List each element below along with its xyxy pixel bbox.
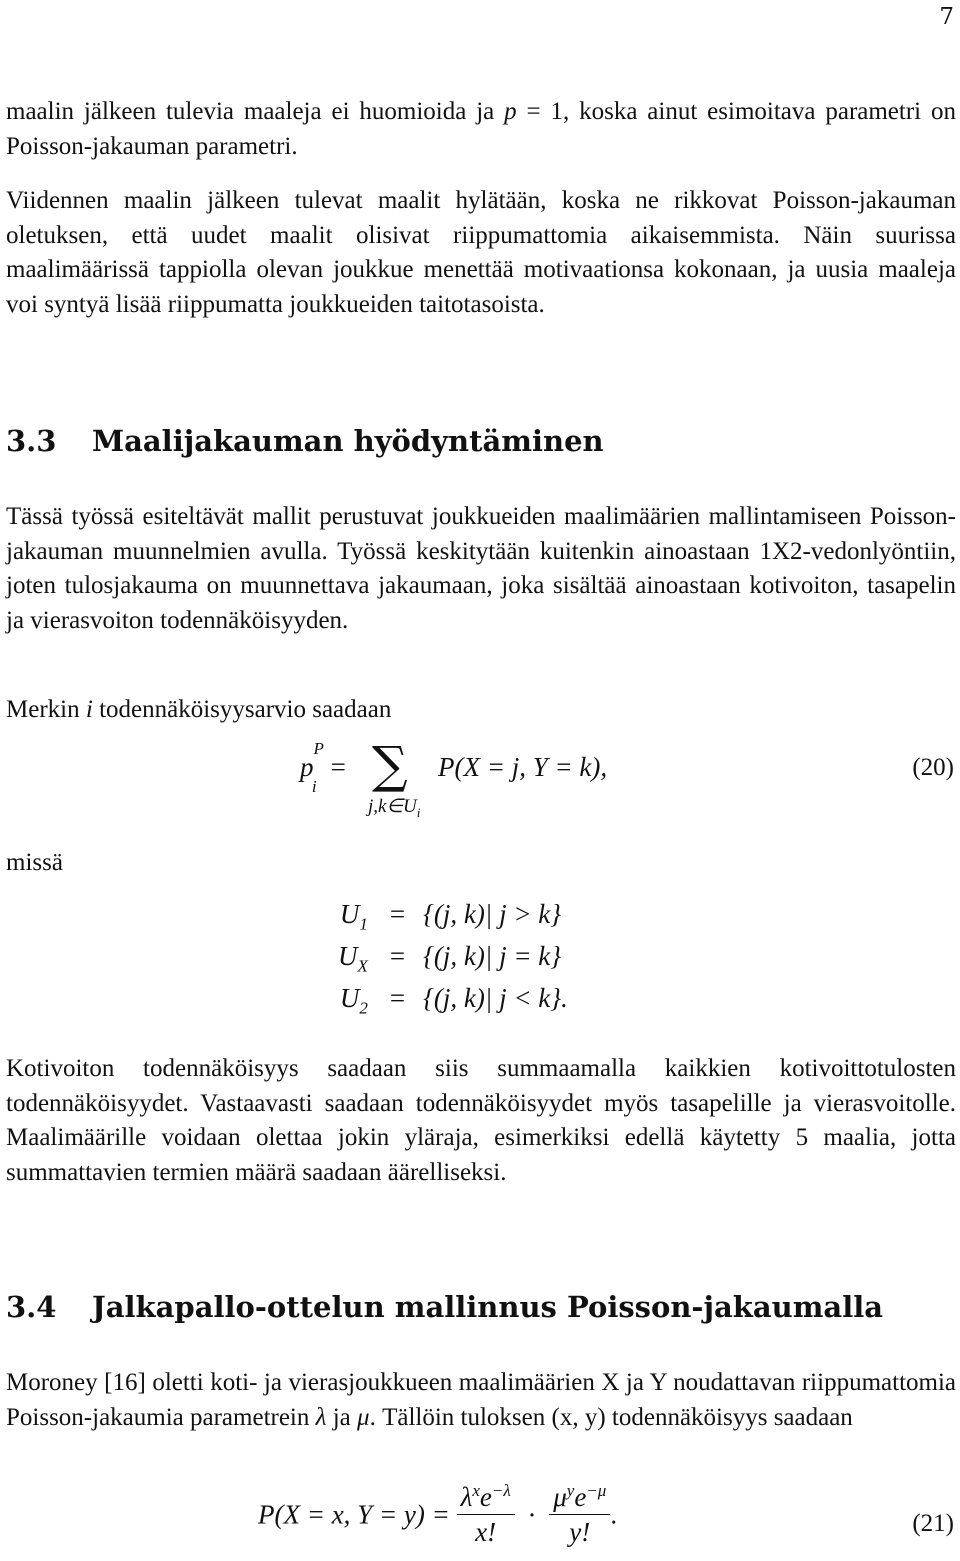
sum-symbol: ∑ bbox=[372, 736, 408, 794]
set-rhs: {(j, k)| j > k} bbox=[423, 898, 562, 929]
set-lhs bbox=[338, 977, 390, 1019]
section-title: Maalijakauman hyödyntäminen bbox=[92, 424, 604, 458]
eq20-p: p bbox=[300, 752, 314, 782]
eq21-e1-sup: −λ bbox=[491, 1481, 511, 1500]
paragraph-intro-text: maalin jälkeen tulevia maaleja ei huomioida ja bbox=[6, 98, 505, 125]
paragraph-moroney-a: Moroney [16] oletti koti- ja vierasjoukkueen maalimäärien X ja Y noudattavan riippumattomia Poisson-jakaumia parametrein bbox=[6, 1369, 956, 1431]
eq21-mu-sup: y bbox=[566, 1481, 575, 1500]
set-row bbox=[338, 977, 568, 1019]
set-relation: = bbox=[389, 940, 406, 971]
section-number: 3.3 bbox=[6, 424, 57, 458]
eq21-e1: e bbox=[479, 1482, 492, 1512]
math-lambda: λ bbox=[315, 1403, 327, 1431]
eq21-e2-sup: −μ bbox=[586, 1481, 607, 1500]
equation-number-21: (21) bbox=[912, 1510, 954, 1537]
math-p: p bbox=[504, 98, 517, 125]
sum-subscript bbox=[368, 795, 420, 818]
paragraph-moroney-b: . Tällöin tuloksen (x, y) todennäköisyys saadaan bbox=[369, 1403, 853, 1431]
set-lhs bbox=[338, 893, 390, 935]
section-heading-3-3 bbox=[6, 424, 604, 458]
eq21-frac1-numerator bbox=[457, 1482, 515, 1515]
paragraph-sign-estimate bbox=[6, 693, 956, 728]
set-definitions bbox=[338, 893, 568, 1019]
eq20-rhs bbox=[438, 752, 607, 782]
eq21-lhs: P(X = x, Y = y) = bbox=[258, 1499, 450, 1530]
math-mu: μ bbox=[357, 1403, 370, 1431]
sum-sub-text: j,k∈U bbox=[368, 796, 417, 817]
set-subscript: 2 bbox=[359, 997, 368, 1017]
section-heading-3-4 bbox=[6, 1290, 883, 1324]
set-symbol: U bbox=[338, 940, 358, 971]
paragraph-moroney-mid: ja bbox=[326, 1403, 358, 1431]
eq21-e2: e bbox=[574, 1482, 587, 1512]
page-number: 7 bbox=[939, 4, 954, 30]
eq21-lambda: λ bbox=[460, 1482, 473, 1512]
paragraph-intro-rest: = 1, koska ainut esimoitava parametri on Poisson-jakauman parametri. bbox=[6, 98, 956, 160]
set-relation: = bbox=[389, 898, 406, 929]
equation-number-20: (20) bbox=[912, 754, 954, 781]
set-relation: = bbox=[389, 982, 406, 1013]
eq21-fraction-2 bbox=[549, 1482, 610, 1547]
eq21-frac2-denominator: y! bbox=[569, 1517, 591, 1547]
paragraph-sign-text-a: Merkin bbox=[6, 696, 86, 723]
section-number: 3.4 bbox=[6, 1290, 57, 1324]
eq20-equals: = bbox=[330, 752, 346, 782]
eq21-dot: · bbox=[527, 1499, 537, 1530]
paragraph-intro bbox=[6, 95, 956, 164]
eq20-sub: i bbox=[311, 777, 317, 797]
paragraph-models: Tässä työssä esiteltävät mallit perustuvat joukkueiden maalimäärien mallintamiseen Poisson-jakauman muunnelmien avulla. Työssä keskitytään kuitenkin ainoastaan 1X2-vedonlyöntiin, joten tulosjakauma on muunnettava jakaumaan, joka sisältää ainoastaan kotivoiton, tasapelin ja vierasvoiton todennäköisyyden. bbox=[6, 503, 956, 634]
paragraph-moroney bbox=[6, 1366, 956, 1435]
paragraph-sign-text-b: todennäköisyysarvio saadaan bbox=[92, 696, 392, 723]
set-subscript: X bbox=[357, 955, 368, 975]
equation-21 bbox=[258, 1482, 617, 1547]
set-rhs: {(j, k)| j < k}. bbox=[423, 982, 568, 1013]
section-title: Jalkapallo-ottelun mallinnus Poisson-jakaumalla bbox=[92, 1290, 884, 1324]
eq21-lambda-sup: x bbox=[472, 1481, 480, 1500]
set-symbol: U bbox=[339, 898, 360, 929]
eq21-period: . bbox=[610, 1499, 618, 1530]
sum-sub-i: i bbox=[416, 804, 421, 820]
set-subscript: 1 bbox=[359, 913, 368, 933]
set-lhs bbox=[338, 935, 390, 977]
eq21-frac1-denominator: x! bbox=[475, 1517, 497, 1547]
eq21-fraction-1 bbox=[457, 1482, 515, 1547]
set-row bbox=[338, 893, 568, 935]
eq20-sup: P bbox=[313, 739, 324, 758]
set-row bbox=[338, 935, 568, 977]
paragraph-where: missä bbox=[6, 849, 63, 876]
set-rhs: {(j, k)| j = k} bbox=[423, 940, 562, 971]
set-symbol: U bbox=[339, 982, 360, 1013]
eq20-rhs-text: P(X = j, Y = k), bbox=[438, 752, 608, 782]
eq21-frac2-numerator bbox=[549, 1482, 610, 1515]
math-i: i bbox=[85, 696, 93, 723]
paragraph-goal-cutoff: Viidennen maalin jälkeen tulevat maalit hylätään, koska ne rikkovat Poisson-jakauman oletuksen, että uudet maalit olisivat riippumattomia aikaisemmista. Näin suurissa maalimäärissä tappiolla olevan joukkue menettää motivaationsa kokonaan, ja uusia maaleja voi syntyä lisää riippumatta joukkueiden taitotasoista. bbox=[6, 187, 956, 318]
paragraph-home-win: Kotivoiton todennäköisyys saadaan siis summaamalla kaikkien kotivoittotulosten todennäköisyydet. Vastaavasti saadaan todennäköisyydet myös tasapelille ja vierasvoitolle. Maalimäärille voidaan olettaa jokin yläraja, esimerkiksi edellä käytetty 5 maalia, jotta summattavien termien määrä saadaan äärelliseksi. bbox=[6, 1055, 956, 1186]
eq20-lhs bbox=[300, 739, 346, 797]
eq21-mu: μ bbox=[553, 1482, 567, 1512]
